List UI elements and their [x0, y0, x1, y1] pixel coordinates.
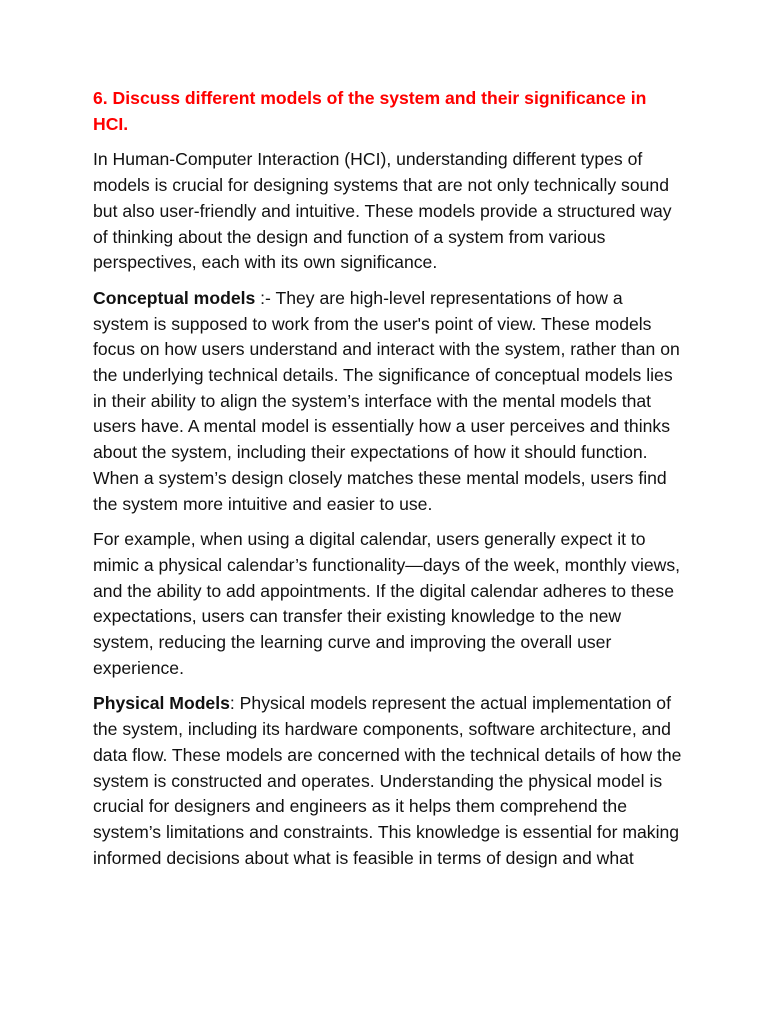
intro-paragraph: In Human-Computer Interaction (HCI), understanding different types of models is crucial for designing systems that are not only technically sound but also user-friendly and intuitive. These models provide a structured way of thinking about the design and function of a system from various perspectives, each with its own significance. — [93, 149, 672, 273]
example-paragraph: For example, when using a digital calendar, users generally expect it to mimic a physical calendar’s functionality—days of the week, monthly views, and the ability to add appointments. If the digital calendar adheres to these expectations, users can transfer their existing knowledge to the new system, reducing the learning curve and improving the overall user experience. — [93, 529, 681, 678]
conceptual-models-text: :- They are high-level representations of how a system is supposed to work from the user's point of view. These models focus on how users understand and interact with the system, rather than on the underlying technical details. The significance of conceptual models lies in their ability to align the system’s interface with the mental models that users have. A mental model is essentially how a user perceives and thinks about the system, including their expectations of how it should function. When a system’s design closely matches these mental models, users find the system more intuitive and easier to use. — [93, 287, 680, 514]
physical-models-term: Physical Models — [93, 693, 230, 714]
document-page — [93, 86, 683, 881]
section-heading: 6. Discuss different models of the system and their significance in HCI. — [93, 88, 647, 134]
conceptual-models-paragraph — [93, 286, 683, 517]
physical-models-paragraph — [93, 691, 683, 871]
physical-models-text: : Physical models represent the actual implementation of the system, including its hardware components, software architecture, and data flow. These models are concerned with the technical details of how the system is constructed and operates. Understanding the physical model is crucial for designers and engineers as it helps them comprehend the system’s limitations and constraints. This knowledge is essential for making informed decisions about what is feasible in terms of design and what — [93, 693, 682, 868]
conceptual-models-term: Conceptual models — [93, 287, 256, 308]
